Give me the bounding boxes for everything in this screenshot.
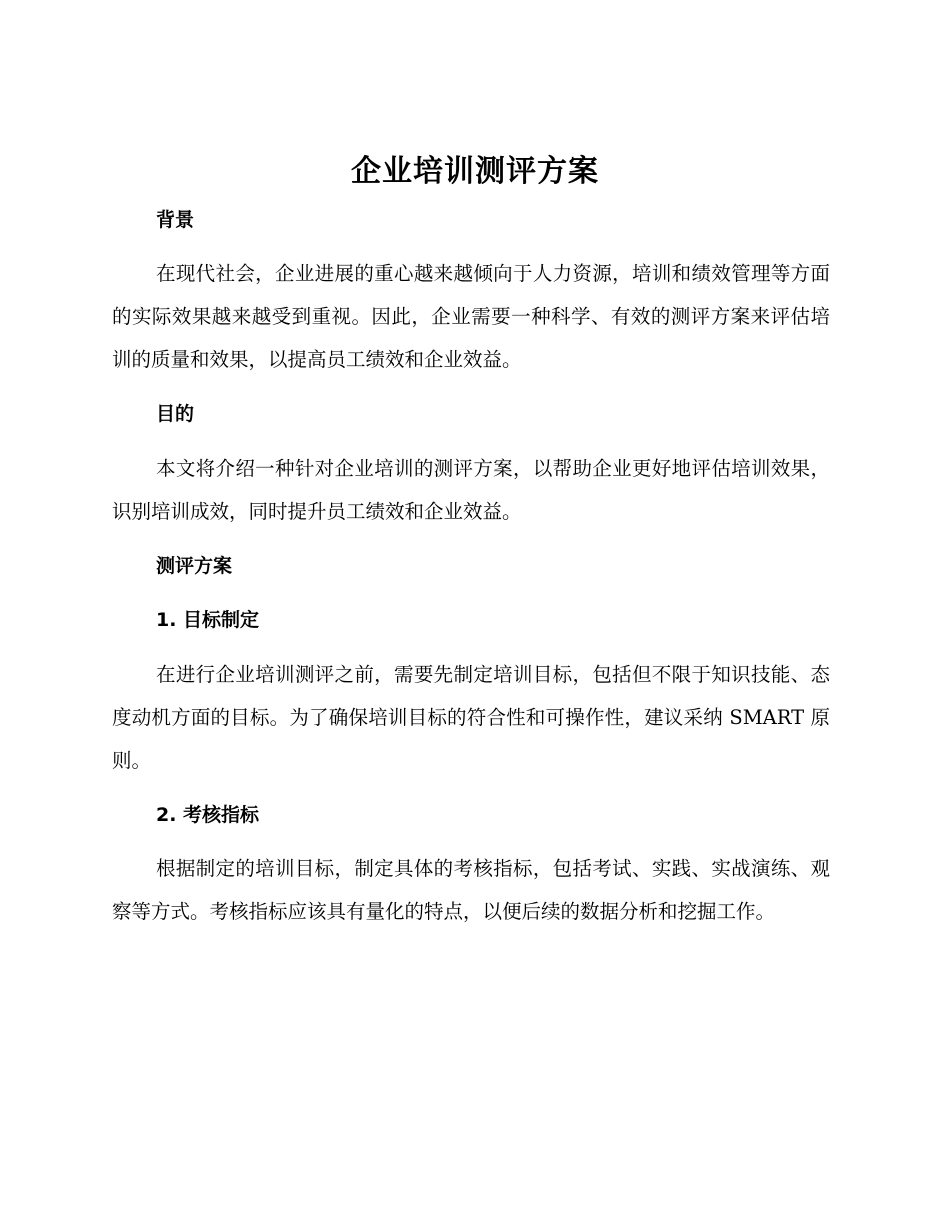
section-heading-plan: 测评方案: [156, 555, 233, 577]
section-heading-assessment-indicators: 2. 考核指标: [156, 804, 260, 826]
section-heading-background: 背景: [156, 209, 195, 231]
section-paragraph-assessment-indicators: 根据制定的培训目标，制定具体的考核指标，包括考试、实践、实战演练、观察等方式。考核指标应该具有量化的特点，以便后续的数据分析和挖掘工作。: [112, 857, 830, 923]
section-paragraph-purpose: 本文将介绍一种针对企业培训的测评方案，以帮助企业更好地评估培训效果，识别培训成效，同时提升员工绩效和企业效益。: [112, 457, 830, 523]
document-title: 企业培训测评方案: [351, 154, 599, 189]
section-heading-goal-setting: 1. 目标制定: [156, 609, 260, 631]
section-heading-purpose: 目的: [156, 403, 195, 425]
section-paragraph-goal-setting: 在进行企业培训测评之前，需要先制定培训目标，包括但不限于知识技能、态度动机方面的目标。为了确保培训目标的符合性和可操作性，建议采纳 SMART 原则。: [112, 663, 830, 772]
section-paragraph-background: 在现代社会，企业进展的重心越来越倾向于人力资源，培训和绩效管理等方面的实际效果越来越受到重视。因此，企业需要一种科学、有效的测评方案来评估培训的质量和效果，以提高员工绩效和企业效益。: [112, 262, 830, 371]
